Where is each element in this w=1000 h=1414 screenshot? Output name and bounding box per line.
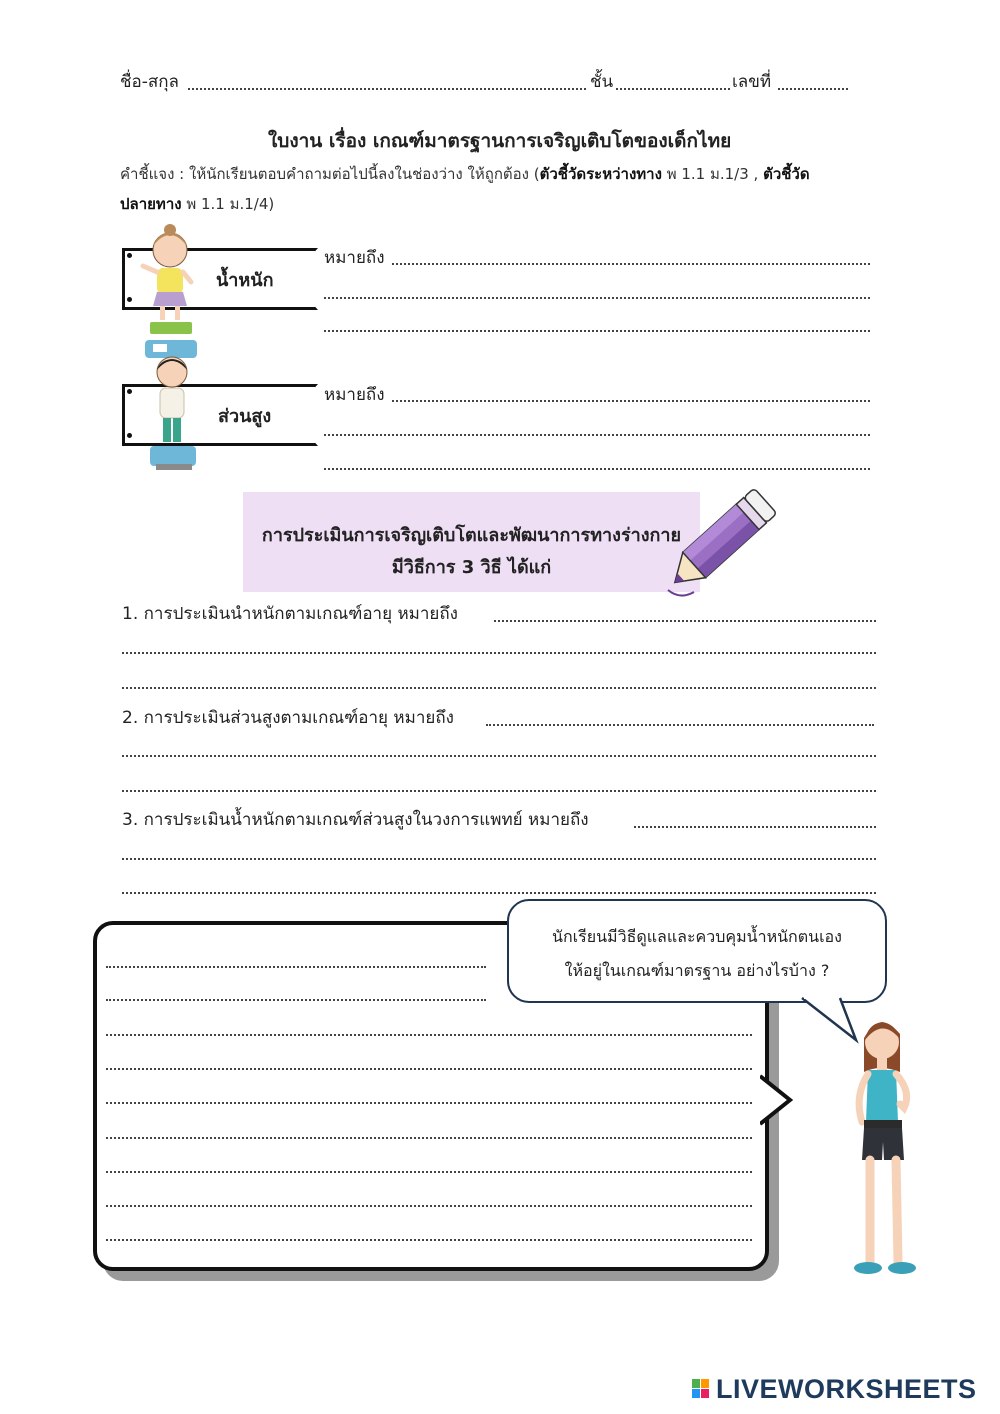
evaluation-line-2: มีวิธีการ 3 วิธี ได้แก่ — [391, 557, 552, 578]
height-answer-line[interactable] — [324, 468, 870, 470]
weight-prompt: หมายถึง — [324, 248, 385, 268]
instruction-prefix: คำชี้แจง : ให้นักเรียนตอบคำถามต่อไปนี้ลงในช่องว่าง ให้ถูกต้อง ( — [120, 165, 540, 183]
method-2-label: 2. การประเมินส่วนสูงตามเกณฑ์อายุ หมายถึง — [122, 708, 454, 728]
class-label: ชั้น — [590, 72, 614, 92]
indicator-end-code: พ 1.1 ม.1/4) — [181, 195, 275, 213]
name-field[interactable] — [188, 88, 586, 90]
weight-answer-line[interactable] — [324, 297, 870, 299]
instruction-line-1 — [120, 162, 810, 186]
indicator-end-label-1: ตัวชี้วัด — [763, 165, 810, 183]
flag-peg — [127, 297, 132, 302]
method-3-answer-line[interactable] — [122, 858, 876, 860]
number-label: เลขที่ — [732, 72, 772, 92]
height-answer-line[interactable] — [324, 434, 870, 436]
girl-on-scale-illustration — [135, 222, 205, 362]
method-3-label: 3. การประเมินน้ำหนักตามเกณฑ์ส่วนสูงในวงการแพทย์ หมายถึง — [122, 810, 589, 830]
question-line-1: นักเรียนมีวิธีดูแลและควบคุมน้ำหนักตนเอง — [552, 927, 842, 946]
worksheet-title: ใบงาน เรื่อง เกณฑ์มาตรฐานการเจริญเติบโตของเด็กไทย — [268, 130, 732, 152]
height-answer-line[interactable] — [392, 400, 870, 402]
weight-answer-line[interactable] — [324, 330, 870, 332]
boy-on-scale-illustration — [140, 352, 204, 472]
method-1-answer-line[interactable] — [122, 687, 876, 689]
answer-line[interactable] — [106, 1205, 752, 1207]
answer-line[interactable] — [106, 966, 486, 968]
woman-illustration — [840, 1012, 950, 1284]
answer-line[interactable] — [106, 1102, 752, 1104]
height-prompt: หมายถึง — [324, 385, 385, 405]
instruction-line-2 — [120, 192, 274, 216]
answer-box-pointer — [760, 1070, 808, 1130]
liveworksheets-logo-icon — [692, 1379, 710, 1399]
evaluation-line-1: การประเมินการเจริญเติบโตและพัฒนาการทางร่างกาย — [261, 525, 682, 546]
method-2-answer-line[interactable] — [486, 724, 874, 726]
height-term: ส่วนสูง — [218, 406, 272, 427]
flag-peg — [127, 389, 132, 394]
evaluation-box — [243, 492, 700, 592]
method-1-label: 1. การประเมินนำหนักตามเกณฑ์อายุ หมายถึง — [122, 604, 458, 624]
indicator-mid-label: ตัวชี้วัดระหว่างทาง — [539, 165, 662, 183]
liveworksheets-logo[interactable]: LIVEWORKSHEETS — [716, 1374, 977, 1404]
pencil-icon — [660, 482, 790, 606]
method-1-answer-line[interactable] — [494, 620, 876, 622]
answer-line[interactable] — [106, 1068, 752, 1070]
method-2-answer-line[interactable] — [122, 755, 876, 757]
number-field[interactable] — [778, 88, 848, 90]
flag-peg — [127, 253, 132, 258]
indicator-end-label-2: ปลายทาง — [120, 195, 182, 213]
weight-term: น้ำหนัก — [216, 270, 274, 291]
method-2-answer-line[interactable] — [122, 790, 876, 792]
method-1-answer-line[interactable] — [122, 652, 876, 654]
answer-line[interactable] — [106, 1171, 752, 1173]
answer-line[interactable] — [106, 1034, 752, 1036]
method-3-answer-line[interactable] — [634, 826, 876, 828]
indicator-mid-code: พ 1.1 ม.1/3 , — [661, 165, 764, 183]
flag-peg — [127, 433, 132, 438]
question-bubble — [507, 899, 887, 1003]
question-line-2: ให้อยู่ในเกณฑ์มาตรฐาน อย่างไรบ้าง ? — [564, 961, 830, 980]
method-3-answer-line[interactable] — [122, 892, 876, 894]
weight-answer-line[interactable] — [392, 263, 870, 265]
class-field[interactable] — [616, 88, 730, 90]
answer-line[interactable] — [106, 999, 486, 1001]
name-label: ชื่อ-สกุล — [120, 72, 179, 92]
answer-line[interactable] — [106, 1137, 752, 1139]
answer-line[interactable] — [106, 1239, 752, 1241]
